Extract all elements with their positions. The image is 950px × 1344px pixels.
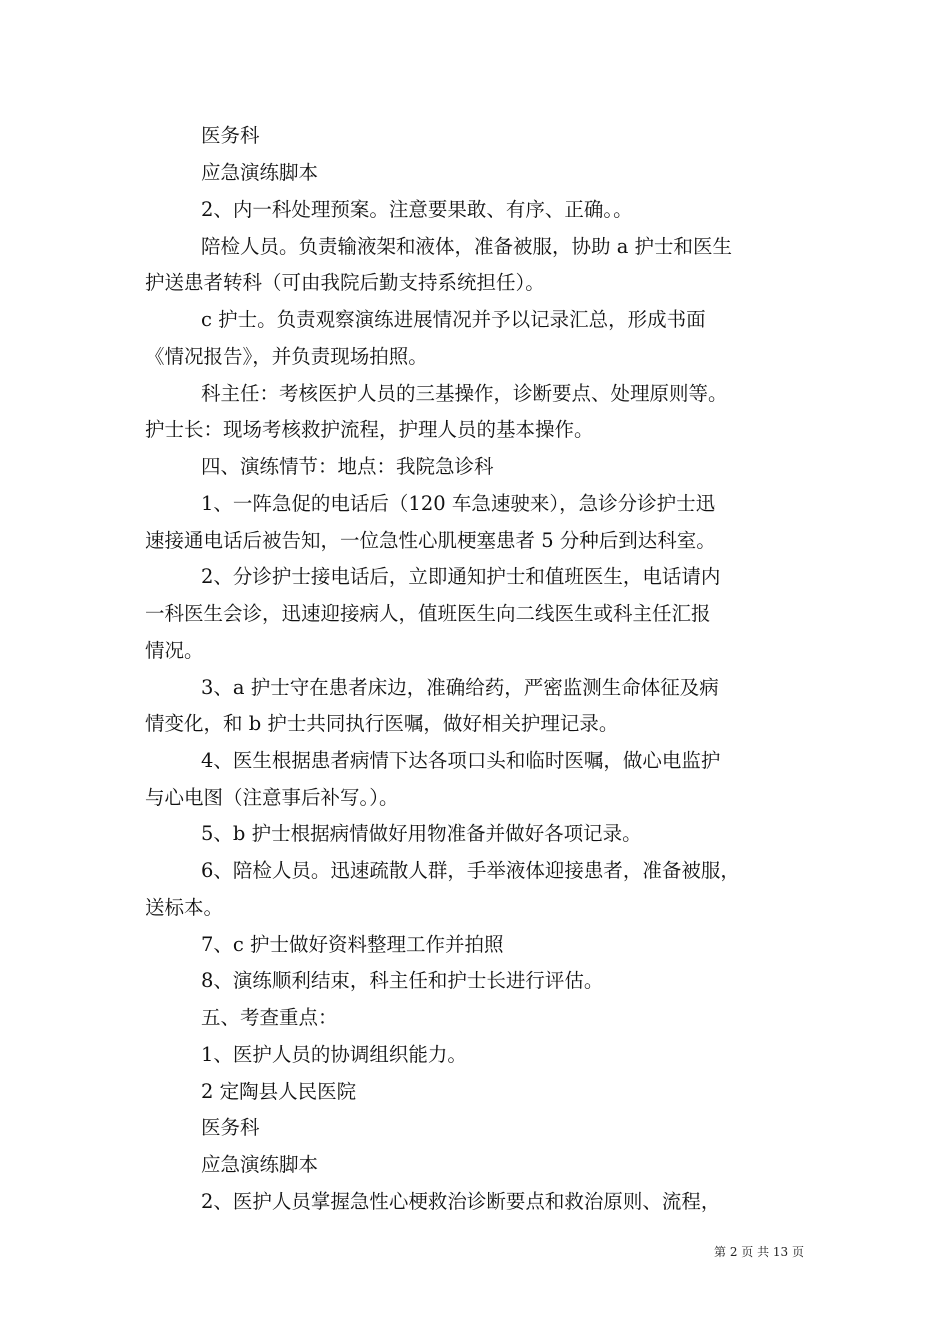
text-line: 一科医生会诊，迅速迎接病人，值班医生向二线医生或科主任汇报 — [145, 602, 711, 625]
text-line: 8、演练顺利结束，科主任和护士长进行评估。 — [201, 969, 604, 992]
text-line: 2、医护人员掌握急性心梗救治诊断要点和救治原则、流程， — [201, 1190, 721, 1213]
text-line: 科主任：考核医护人员的三基操作，诊断要点、处理原则等。 — [201, 382, 728, 405]
text-line: 情况。 — [145, 639, 204, 662]
text-line: 7、c 护士做好资料整理工作并拍照 — [201, 933, 504, 956]
text-line: 2、内一科处理预案。注意要果敢、有序、正确。。 — [201, 198, 633, 221]
page-number-footer: 第 2 页 共 13 页 — [714, 1245, 804, 1259]
text-line: 医务科 — [201, 124, 260, 147]
text-line: 速接通电话后被告知，一位急性心肌梗塞患者 5 分种后到达科室。 — [145, 529, 716, 552]
text-line: 4、医生根据患者病情下达各项口头和临时医嘱，做心电监护 — [201, 749, 721, 772]
text-line: 6、陪检人员。迅速疏散人群，手举液体迎接患者，准备被服， — [201, 859, 740, 882]
text-line: 2、分诊护士接电话后，立即通知护士和值班医生，电话请内 — [201, 565, 721, 588]
text-line: c 护士。负责观察演练进展情况并予以记录汇总，形成书面 — [201, 308, 706, 331]
text-line: 情变化，和 b 护士共同执行医嘱，做好相关护理记录。 — [145, 712, 619, 735]
text-line: 送标本。 — [145, 896, 224, 919]
text-line: 5、b 护士根据病情做好用物准备并做好各项记录。 — [201, 822, 642, 845]
text-line: 五、考查重点： — [201, 1006, 338, 1029]
text-line: 2 定陶县人民医院 — [201, 1080, 357, 1103]
text-line: 与心电图（注意事后补写。）。 — [145, 786, 399, 809]
text-line: 陪检人员。负责输液架和液体，准备被服，协助 a 护士和医生 — [201, 235, 733, 258]
text-line: 应急演练脚本 — [201, 161, 319, 184]
text-line: 1、一阵急促的电话后（120 车急速驶来），急诊分诊护士迅 — [201, 492, 716, 515]
text-line: 应急演练脚本 — [201, 1153, 319, 1176]
text-line: 护送患者转科（可由我院后勤支持系统担任）。 — [145, 271, 545, 294]
text-line: 《情况报告》，并负责现场拍照。 — [145, 345, 428, 368]
text-line: 1、医护人员的协调组织能力。 — [201, 1043, 467, 1066]
text-line: 护士长：现场考核救护流程，护理人员的基本操作。 — [145, 418, 594, 441]
text-line: 四、演练情节：地点：我院急诊科 — [201, 455, 494, 478]
text-line: 医务科 — [201, 1116, 260, 1139]
text-line: 3、a 护士守在患者床边，准确给药，严密监测生命体征及病 — [201, 676, 719, 699]
